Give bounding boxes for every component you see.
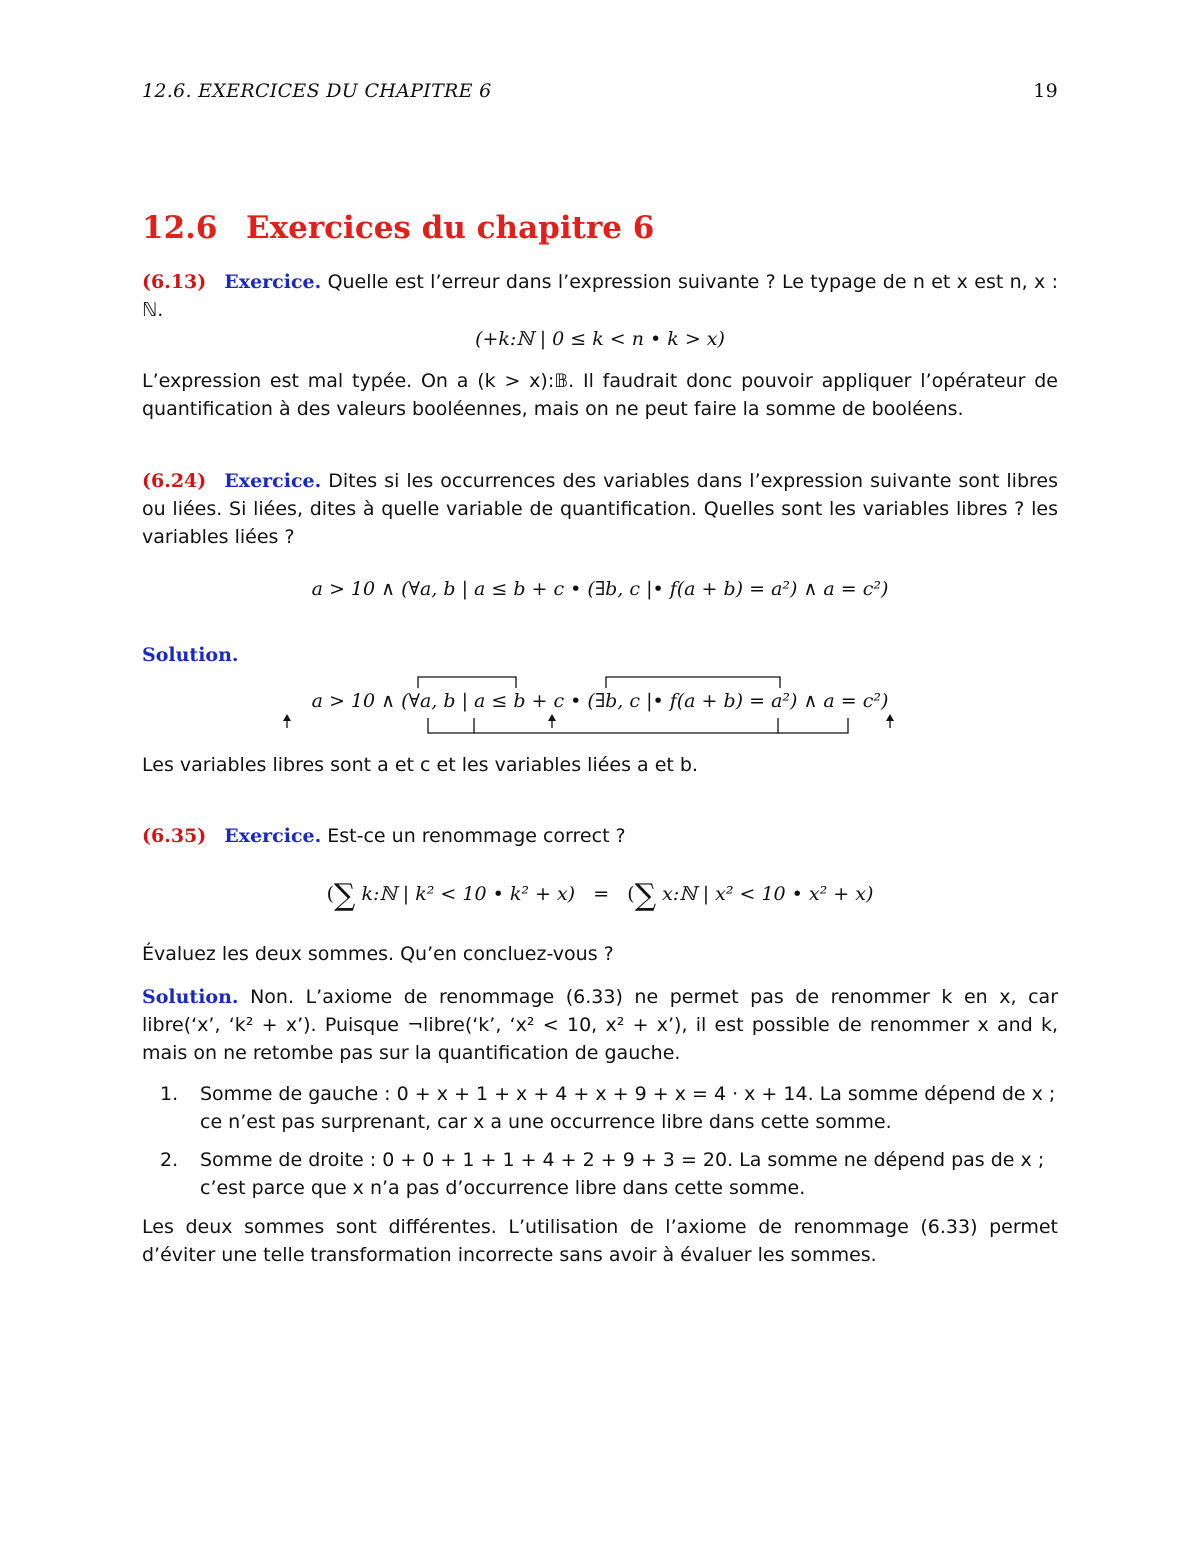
running-title: 12.6. EXERCICES DU CHAPITRE 6 xyxy=(142,80,492,102)
binding-bracket-top-b xyxy=(418,677,516,688)
formula-6-35: (∑ k:ℕ | k² < 10 • k² + x) = (∑ x:ℕ | x² < 10 • x² + x) xyxy=(326,878,874,913)
exercise-text: Dites si les occurrences des variables dans l’expression suivante sont libres ou liées. Si liées, dites à quelle variable de quantification. Quelles sont les variables libres ? les variables liées ? xyxy=(142,470,1059,548)
arrow-head xyxy=(886,714,894,721)
list-number: 2. xyxy=(160,1149,179,1171)
binding-bracket-bottom-a-start xyxy=(428,718,474,733)
solution-text: Non. L’axiome de renommage (6.33) ne permet pas de renommer k en x, car libre(‘x’, ‘k² + x’). Puisque ¬libre(‘k’, ‘x² < 10, x² + x’), il est possible de renommer x and k, mais on ne retombe pas sur la quantification de gauche. xyxy=(142,986,1058,1064)
solution-paragraph xyxy=(142,983,1058,1067)
binding-bracket-bottom-a xyxy=(474,718,848,733)
list-text: Somme de gauche : 0 + x + 1 + x + 4 + x + 9 + x = 4 · x + 14. La somme dépend de x ; ce n’est pas surprenant, car x a une occurrence libre dans cette somme. xyxy=(200,1083,1056,1133)
formula-6-24: a > 10 ∧ (∀a, b | a ≤ b + c • (∃b, c |• f(a + b) = a²) ∧ a = c²) xyxy=(311,578,889,600)
solution-formula-6-24: a > 10 ∧ (∀a, b | a ≤ b + c • (∃b, c |• f(a + b) = a²) ∧ a = c²) xyxy=(311,690,889,712)
solution-list xyxy=(142,1080,1058,1212)
exercise-text: Est-ce un renommage correct ? xyxy=(327,825,626,847)
page-number: 19 xyxy=(1033,80,1058,102)
question-6-35 xyxy=(142,940,1058,968)
list-item xyxy=(142,1146,1058,1202)
solution-text-6-24 xyxy=(142,751,1058,779)
answer-text: L’expression est mal typée. On a (k > x):𝔹. Il faudrait donc pouvoir appliquer l’opérateur de quantification à des valeurs booléennes, mais on ne peut faire la somme de booléens. xyxy=(142,370,1058,420)
formula-6-13: (+k:ℕ | 0 ≤ k < n • k > x) xyxy=(475,328,725,350)
formula-right: x:ℕ | x² < 10 • x² + x) xyxy=(662,883,874,905)
exercise-tag: (6.13) xyxy=(142,271,207,293)
list-text: Somme de droite : 0 + 0 + 1 + 1 + 4 + 2 + 9 + 3 = 20. La somme ne dépend pas de x ; c’est parce que x n’a pas d’occurrence libre dans cette somme. xyxy=(200,1149,1045,1199)
question-text: Évaluez les deux sommes. Qu’en concluez-vous ? xyxy=(142,943,614,965)
solution-label: Solution. xyxy=(142,986,239,1008)
section-number: 12.6 xyxy=(142,210,218,246)
exercise-statement xyxy=(142,822,1058,850)
exercise-label: Exercice. xyxy=(224,470,322,492)
list-number: 1. xyxy=(160,1083,179,1105)
exercise-6-35 xyxy=(142,822,1058,850)
formula-left: k:ℕ | k² < 10 • k² + x) xyxy=(361,883,576,905)
solution-text: Les variables libres sont a et c et les variables liées a et b. xyxy=(142,754,699,776)
exercise-label: Exercice. xyxy=(224,271,322,293)
exercise-label: Exercice. xyxy=(224,825,322,847)
exercise-text: Quelle est l’erreur dans l’expression suivante ? Le typage de n et x est n, x : ℕ. xyxy=(142,271,1058,321)
arrow-head xyxy=(548,714,556,721)
section-title: Exercices du chapitre 6 xyxy=(246,210,655,246)
page xyxy=(142,0,1058,1553)
solution-label: Solution. xyxy=(142,644,239,666)
binding-diagram xyxy=(142,0,1058,800)
conclusion-6-35 xyxy=(142,1213,1058,1269)
sum-symbol: ∑ xyxy=(334,878,356,913)
sum-symbol: ∑ xyxy=(634,878,657,913)
arrow-head xyxy=(283,714,291,721)
solution-6-35 xyxy=(142,983,1058,1067)
conclusion-text: Les deux sommes sont différentes. L’utilisation de l’axiome de renommage (6.33) permet d’éviter une telle transformation incorrecte sans avoir à évaluer les sommes. xyxy=(142,1216,1058,1266)
binding-bracket-top-a2 xyxy=(606,677,780,688)
list-item xyxy=(142,1080,1058,1136)
exercise-tag: (6.35) xyxy=(142,825,207,847)
exercise-tag: (6.24) xyxy=(142,470,207,492)
